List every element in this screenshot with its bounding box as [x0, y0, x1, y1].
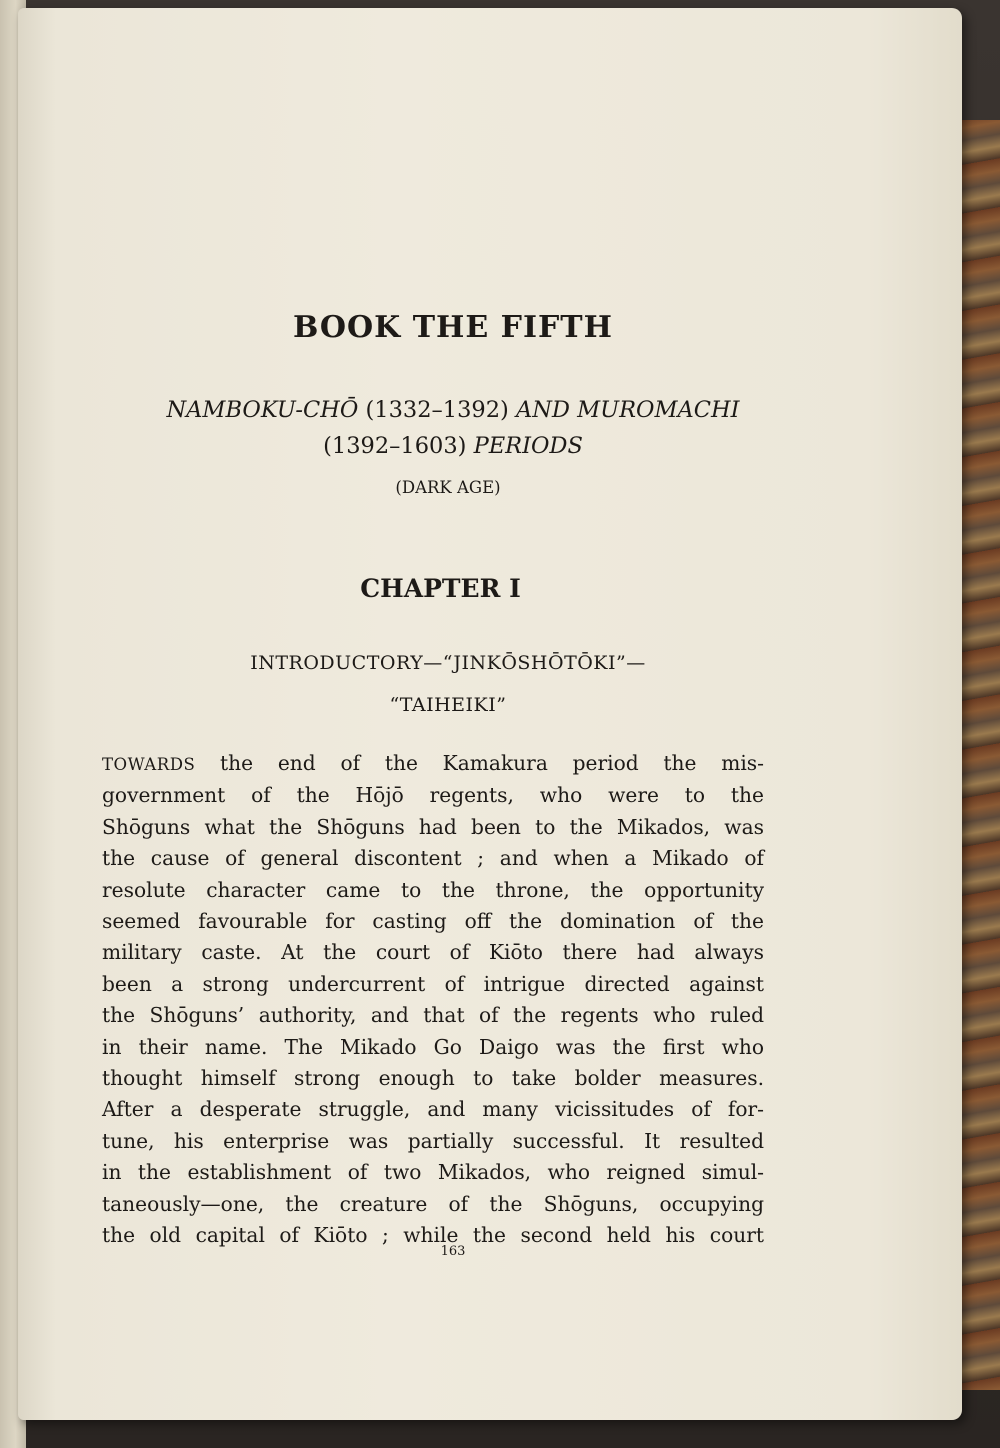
periods-name-2: AND MUROMACHI: [515, 397, 740, 423]
book-title: BOOK THE FIFTH: [293, 310, 613, 345]
body-line: thought himself strong enough to take bolder measures.: [102, 1066, 764, 1091]
page-number: 163: [440, 1244, 466, 1259]
book-page: [18, 8, 962, 1420]
chapter-title: [118, 642, 778, 726]
body-paragraph: [102, 748, 764, 1252]
body-line: tune, his enterprise was partially successful. It resulted: [102, 1128, 764, 1153]
periods-name-1: NAMBOKU-CHŌ: [166, 397, 359, 423]
body-line: the old capital of Kiōto ; while the second held his court: [102, 1223, 764, 1248]
periods-dates-1: (1332–1392): [365, 397, 509, 423]
body-line: Shōguns what the Shōguns had been to the Mikados, was: [102, 814, 764, 839]
lead-word: TOWARDS: [102, 755, 196, 774]
periods-label: PERIODS: [473, 433, 583, 459]
chapter-title-line-1: INTRODUCTORY—“JINKŌSHŌTŌKI”—: [250, 652, 646, 674]
body-line: military caste. At the court of Kiōto there had always: [102, 940, 764, 965]
body-line: seemed favourable for casting off the domination of the: [102, 909, 764, 934]
body-line: government of the Hōjō regents, who were to the: [102, 783, 764, 808]
body-line: TOWARDS the end of the Kamakura period the mis-: [102, 751, 764, 775]
body-line: taneously—one, the creature of the Shōguns, occupying: [102, 1191, 764, 1216]
show-through-text: [198, 148, 818, 180]
body-line: been a strong undercurrent of intrigue directed against: [102, 971, 764, 996]
chapter-number: CHAPTER I: [360, 574, 521, 603]
body-line: the Shōguns’ authority, and that of the regents who ruled: [102, 1003, 764, 1028]
era-subtitle: (DARK AGE): [395, 478, 501, 497]
body-line: the cause of general discontent ; and when a Mikado of: [102, 846, 764, 871]
periods-heading: [88, 392, 818, 464]
body-line: in the establishment of two Mikados, who reigned simul-: [102, 1160, 764, 1185]
body-line: in their name. The Mikado Go Daigo was the first who: [102, 1034, 764, 1059]
body-line: After a desperate struggle, and many vicissitudes of for-: [102, 1097, 764, 1122]
chapter-title-line-2: “TAIHEIKI”: [389, 694, 507, 716]
body-line: resolute character came to the throne, the opportunity: [102, 877, 764, 902]
periods-dates-2: (1392–1603): [323, 433, 467, 459]
